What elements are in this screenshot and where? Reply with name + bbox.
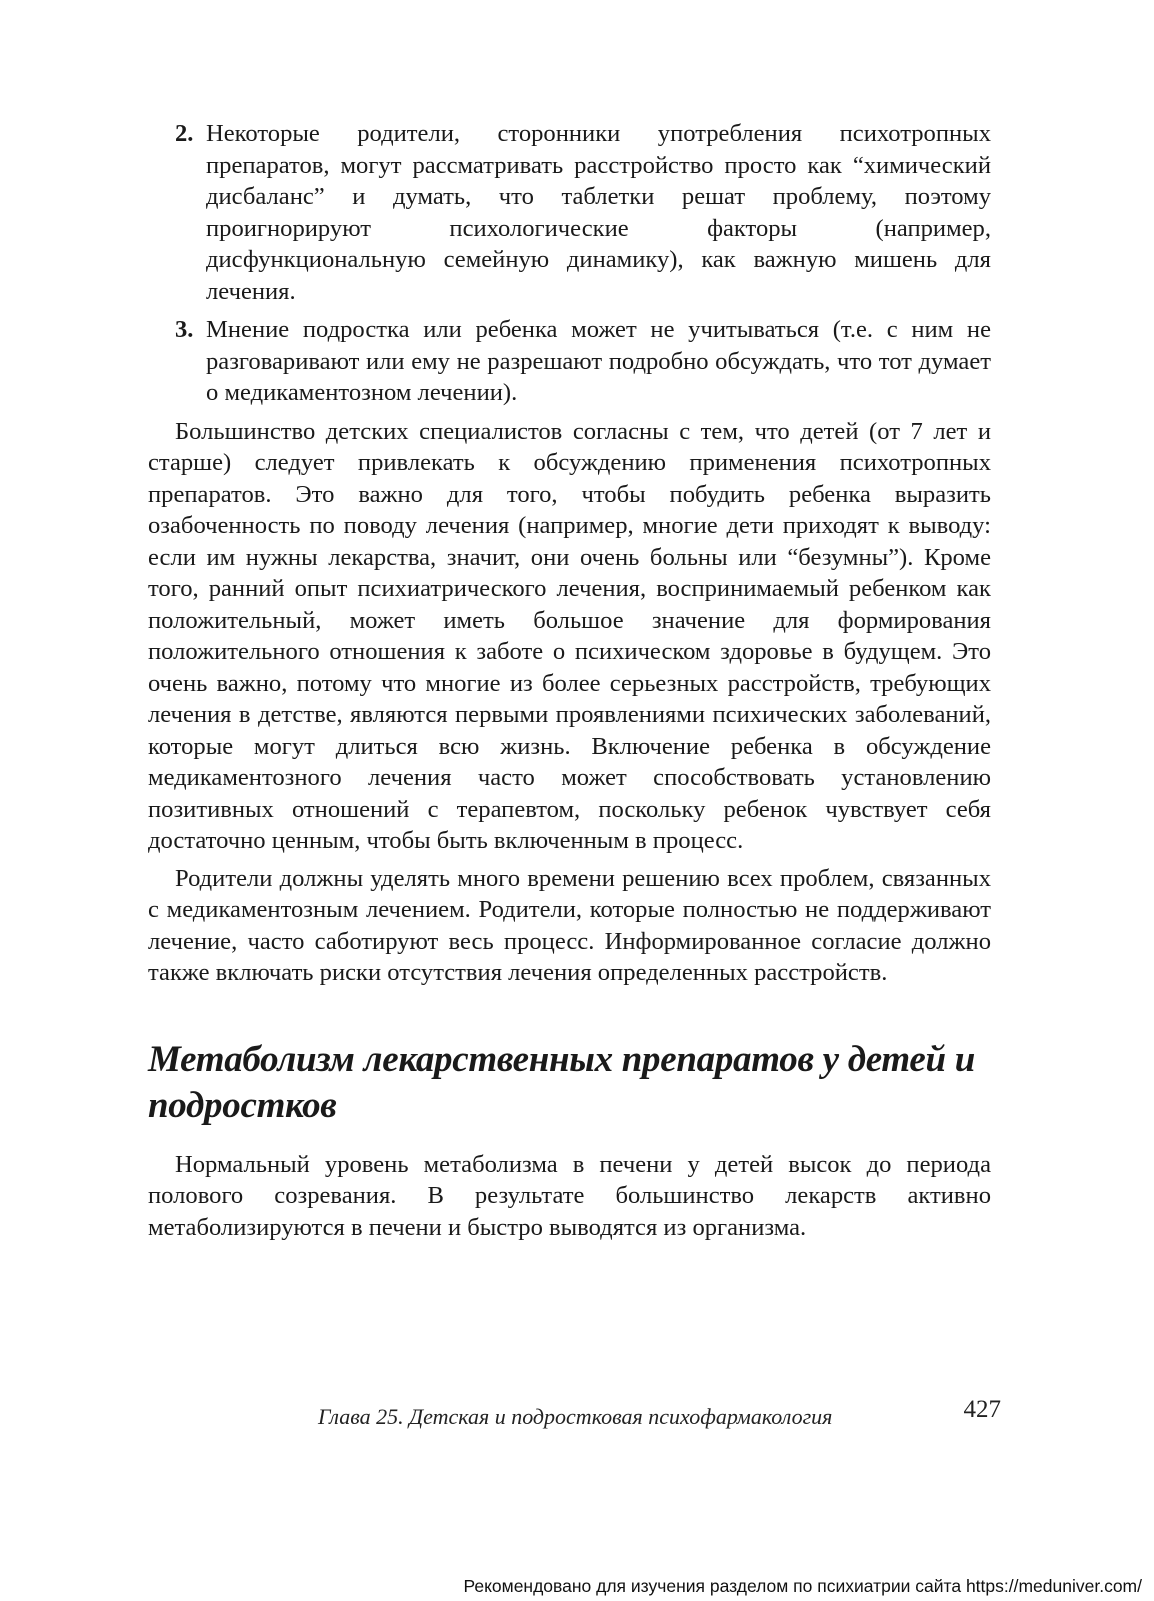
list-item-text: Некоторые родители, сторонники употребления психотропных препаратов, могут рассматривать расстройство просто как “химический дисбаланс” и думать, что таблетки решат проблему, поэтому проигнорируют психологические факторы (например, дисфункциональную семейную динамику), как важную мишень для лечения. [206,120,991,305]
list-item [148,314,991,409]
running-footer-chapter: Глава 25. Детская и подростковая психофармакология [318,1404,833,1429]
page-body [148,118,991,1249]
paragraph: Большинство детских специалистов согласны с тем, что детей (от 7 лет и старше) следует привлекать к обсуждению применения психотропных препаратов. Это важно для того, чтобы побудить ребенка выразить озабоченность по поводу лечения (например, многие дети приходят к выводу: если им нужны лекарства, значит, они очень больны или “безумны”). Кроме того, ранний опыт психиатрического лечения, воспринимаемый ребенком как положительный, может иметь большое значение для формирования положительного отношения к заботе о психическом здоровье в будущем. Это очень важно, потому что многие из более серьезных расстройств, требующих лечения в детстве, являются первыми проявлениями психических заболеваний, которые могут длиться всю жизнь. Включение ребенка в обсуждение медикаментозного лечения часто может способствовать установлению позитивных отношений с терапевтом, поскольку ребенок чувствует себя достаточно ценным, чтобы быть включенным в процесс. [148,417,991,854]
page-number: 427 [963,1396,1001,1423]
section-paragraph: Нормальный уровень метаболизма в печени у детей высок до периода полового созревания. В результате большинство лекарств активно метаболизируются в печени и быстро выводятся из организма. [148,1150,991,1241]
paragraph: Родители должны уделять много времени решению всех проблем, связанных с медикаментозным лечением. Родители, которые полностью не поддерживают лечение, часто саботируют весь процесс. Информированное согласие должно также включать риски отсутствия лечения определенных расстройств. [148,864,991,986]
page-footer [318,1396,1001,1432]
numbered-list [148,118,991,409]
section-heading: Метаболизм лекарственных препаратов у детей и подростков [148,1038,976,1126]
list-item [148,118,991,307]
list-item-number: 3. [175,316,194,343]
list-item-text: Мнение подростка или ребенка может не учитываться (т.е. с ним не разговаривают или ему не разрешают подробно обсуждать, что тот думает о медикаментозном лечении). [206,316,991,406]
watermark-text: Рекомендовано для изучения разделом по психиатрии сайта https://meduniver.com/ [463,1576,1142,1596]
list-item-number: 2. [175,120,194,147]
